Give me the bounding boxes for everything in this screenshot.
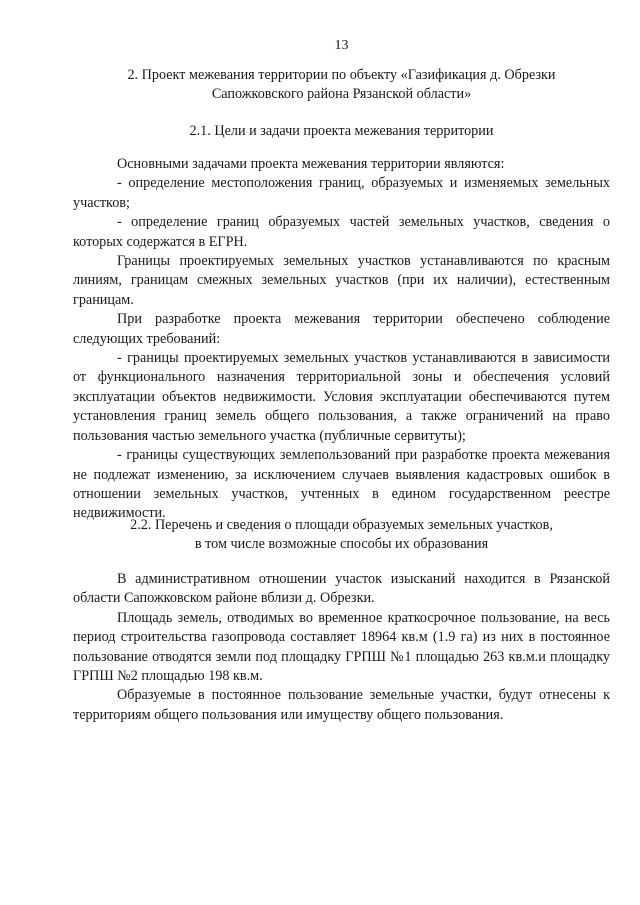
page-number: 13: [334, 38, 349, 53]
section-2-1-heading: [73, 122, 610, 141]
section-2-1-title: 2.1. Цели и задачи проекта межевания территории: [189, 123, 494, 139]
paragraph: - определение местоположения границ, образуемых и изменяемых земельных участков;: [73, 175, 610, 211]
section-2-1-body: [73, 155, 610, 524]
section-2-title-line2: Сапожковского района Рязанской области»: [211, 86, 472, 103]
section-2-2-title-line2: в том числе возможные способы их образования: [194, 536, 489, 553]
section-2-title-line1: 2. Проект межевания территории по объекту «Газификация д. Обрезки: [127, 67, 556, 83]
paragraph: Основными задачами проекта межевания территории являются:: [117, 156, 505, 172]
paragraph: При разработке проекта межевания территории обеспечено соблюдение следующих требований:: [73, 311, 610, 347]
paragraph: Образуемые в постоянное пользование земельные участки, будут отнесены к территориям общего пользования или имуществу общего пользования.: [73, 687, 610, 723]
paragraph: Площадь земель, отводимых во временное краткосрочное пользование, на весь период строительства газопровода составляет 18964 кв.м (1.9 га) из них в постоянное пользование отводятся земли под площадку ГРПШ №1 площадью 263 кв.м.и площадку ГРПШ №2 площадью 198 кв.м.: [73, 609, 610, 685]
section-2-2-title-line1: 2.2. Перечень и сведения о площади образуемых земельных участков,: [130, 517, 553, 533]
section-2-heading: [73, 66, 610, 105]
section-2-2-body: [73, 570, 610, 725]
paragraph: - границы существующих землепользований при разработке проекта межевания не подлежат изменению, за исключением случаев выявления кадастровых ошибок в отношении земельных участков, учтенных в едином государственном реестре недвижимости.: [73, 447, 610, 522]
paragraph: Границы проектируемых земельных участков устанавливаются по красным линиям, границам смежных земельных участков (при их наличии), естественным границам.: [73, 253, 610, 308]
section-2-2-heading: [73, 516, 610, 555]
paragraph: - определение границ образуемых частей земельных участков, сведения о которых содержатся в ЕГРН.: [73, 214, 610, 250]
paragraph: - границы проектируемых земельных участков устанавливаются в зависимости от функционального назначения территориальной зоны и обеспечения условий эксплуатации объектов недвижимости. Условия эксплуатации обеспечиваются путем установления границ земель общего пользования, а также ограничений на право пользования частью земельного участка (публичные сервитуты);: [73, 350, 610, 444]
paragraph: В административном отношении участок изысканий находится в Рязанской области Сапожковском районе вблизи д. Обрезки.: [73, 571, 610, 607]
